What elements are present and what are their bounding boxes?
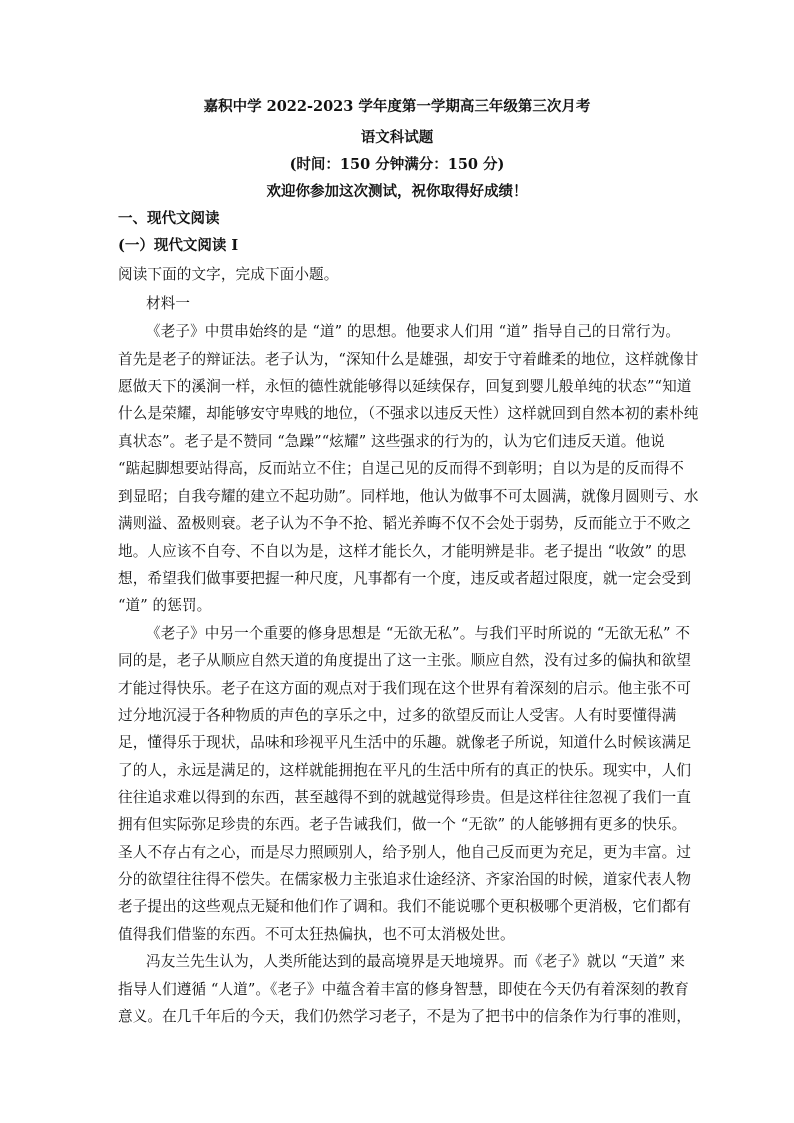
subject-title: 语文科试题 bbox=[360, 129, 434, 146]
body-line: “踮起脚想要站得高，反而站立不住；自逞己见的反而得不到彰明；自以为是的反而得不 bbox=[118, 460, 684, 477]
body-line: 什么是荣耀，却能够安守卑贱的地位，（不强求以违反天性）这样就回到自然本初的素朴纯 bbox=[118, 405, 699, 422]
body-line: 指导人们遵循 “人道”。《老子》中蕴含着丰富的修身智慧，即使在今天仍有着深刻的教育 bbox=[118, 981, 689, 998]
body-line: 足，懂得乐于现状，品味和珍视平凡生活中的乐趣。就像老子所说，知道什么时候该满足 bbox=[118, 734, 692, 751]
body-line: 到显昭；自我夸耀的建立不起功勋”。同样地，他认为做事不可太圆满，就像月圆则亏、水 bbox=[118, 488, 699, 505]
body-line: 首先是老子的辩证法。老子认为，“深知什么是雄强，却安于守着雌柔的地位，这样就像甘 bbox=[118, 351, 699, 368]
time-info: (时间：150 分钟满分：150 分) bbox=[289, 156, 505, 173]
body-line: 值得我们借鉴的东西。不可太狂热偏执，也不可太消极处世。 bbox=[118, 926, 515, 943]
body-line: 拥有但实际弥足珍贵的东西。老子告诫我们，做一个 “无欲” 的人能够拥有更多的快乐。 bbox=[118, 816, 687, 833]
body-line: 《老子》中贯串始终的是 “道” 的思想。他要求人们用 “道” 指导自己的日常行为。 bbox=[146, 323, 681, 340]
body-line: 过分地沉浸于各种物质的声色的享乐之中，过多的欲望反而让人受害。人有时要懂得满 bbox=[118, 707, 677, 724]
body-line: 往往追求难以得到的东西，甚至越得不到的就越觉得珍贵。但是这样往往忽视了我们一直 bbox=[118, 789, 692, 806]
subsection-heading: (一）现代文阅读 I bbox=[118, 237, 239, 254]
body-line: 《老子》中另一个重要的修身思想是 “无欲无私”。与我们平时所说的 “无欲无私” 不 bbox=[146, 625, 691, 642]
instruction-text: 阅读下面的文字，完成下面小题。 bbox=[118, 266, 339, 283]
body-line: 分的欲望往往得不偿失。在儒家极力主张追求仕途经济、齐家治国的时候，道家代表人物 bbox=[118, 871, 692, 888]
body-line: 满则溢、盈极则衰。老子认为不争不抢、韬光养晦不仅不会处于弱势，反而能立于不败之 bbox=[118, 515, 692, 532]
body-line: 地。人应该不自夸、不自以为是，这样才能长久，才能明辨是非。老子提出 “收敛” 的思 bbox=[118, 543, 687, 560]
exam-title: 嘉积中学 2022-2023 学年度第一学期高三年级第三次月考 bbox=[203, 98, 591, 115]
body-line: 真状态”。老子是不赞同 “急躁”“炫耀” 这些强求的行为的，认为它们违反天道。他说 bbox=[118, 433, 665, 450]
body-line: 想，希望我们做事要把握一种尺度，凡事都有一个度，违反或者超过限度，就一定会受到 bbox=[118, 570, 692, 587]
body-line: 老子提出的这些观点无疑和他们作了调和。我们不能说哪个更积极哪个更消极，它们都有 bbox=[118, 898, 692, 915]
body-line: 冯友兰先生认为，人类所能达到的最高境界是天地境界。而《老子》就以 “天道” 来 bbox=[146, 953, 685, 970]
body-line: 同的是，老子从顺应自然天道的角度提出了这一主张。顺应自然，没有过多的偏执和欲望 bbox=[118, 652, 692, 669]
body-line: 才能过得快乐。老子在这方面的观点对于我们现在这个世界有着深刻的启示。他主张不可 bbox=[118, 680, 692, 697]
body-line: 圣人不存占有之心，而是尽力照顾别人，给予别人，他自己反而更为充足，更为丰富。过 bbox=[118, 844, 692, 861]
body-line: 意义。在几千年后的今天，我们仍然学习老子，不是为了把书中的信条作为行事的准则， bbox=[118, 1008, 692, 1025]
greeting: 欢迎你参加这次测试，祝你取得好成绩！ bbox=[266, 183, 528, 200]
body-line: 愿做天下的溪涧一样，永恒的德性就能够得以延续保存，回复到婴儿般单纯的状态”“知道 bbox=[118, 378, 692, 395]
body-line: 了的人，永远是满足的，这样就能拥抱在平凡的生活中所有的真正的快乐。现实中，人们 bbox=[118, 762, 692, 779]
body-line: “道” 的惩罚。 bbox=[118, 597, 212, 614]
material-label: 材料一 bbox=[146, 295, 191, 312]
section-heading: 一、现代文阅读 bbox=[118, 210, 220, 227]
